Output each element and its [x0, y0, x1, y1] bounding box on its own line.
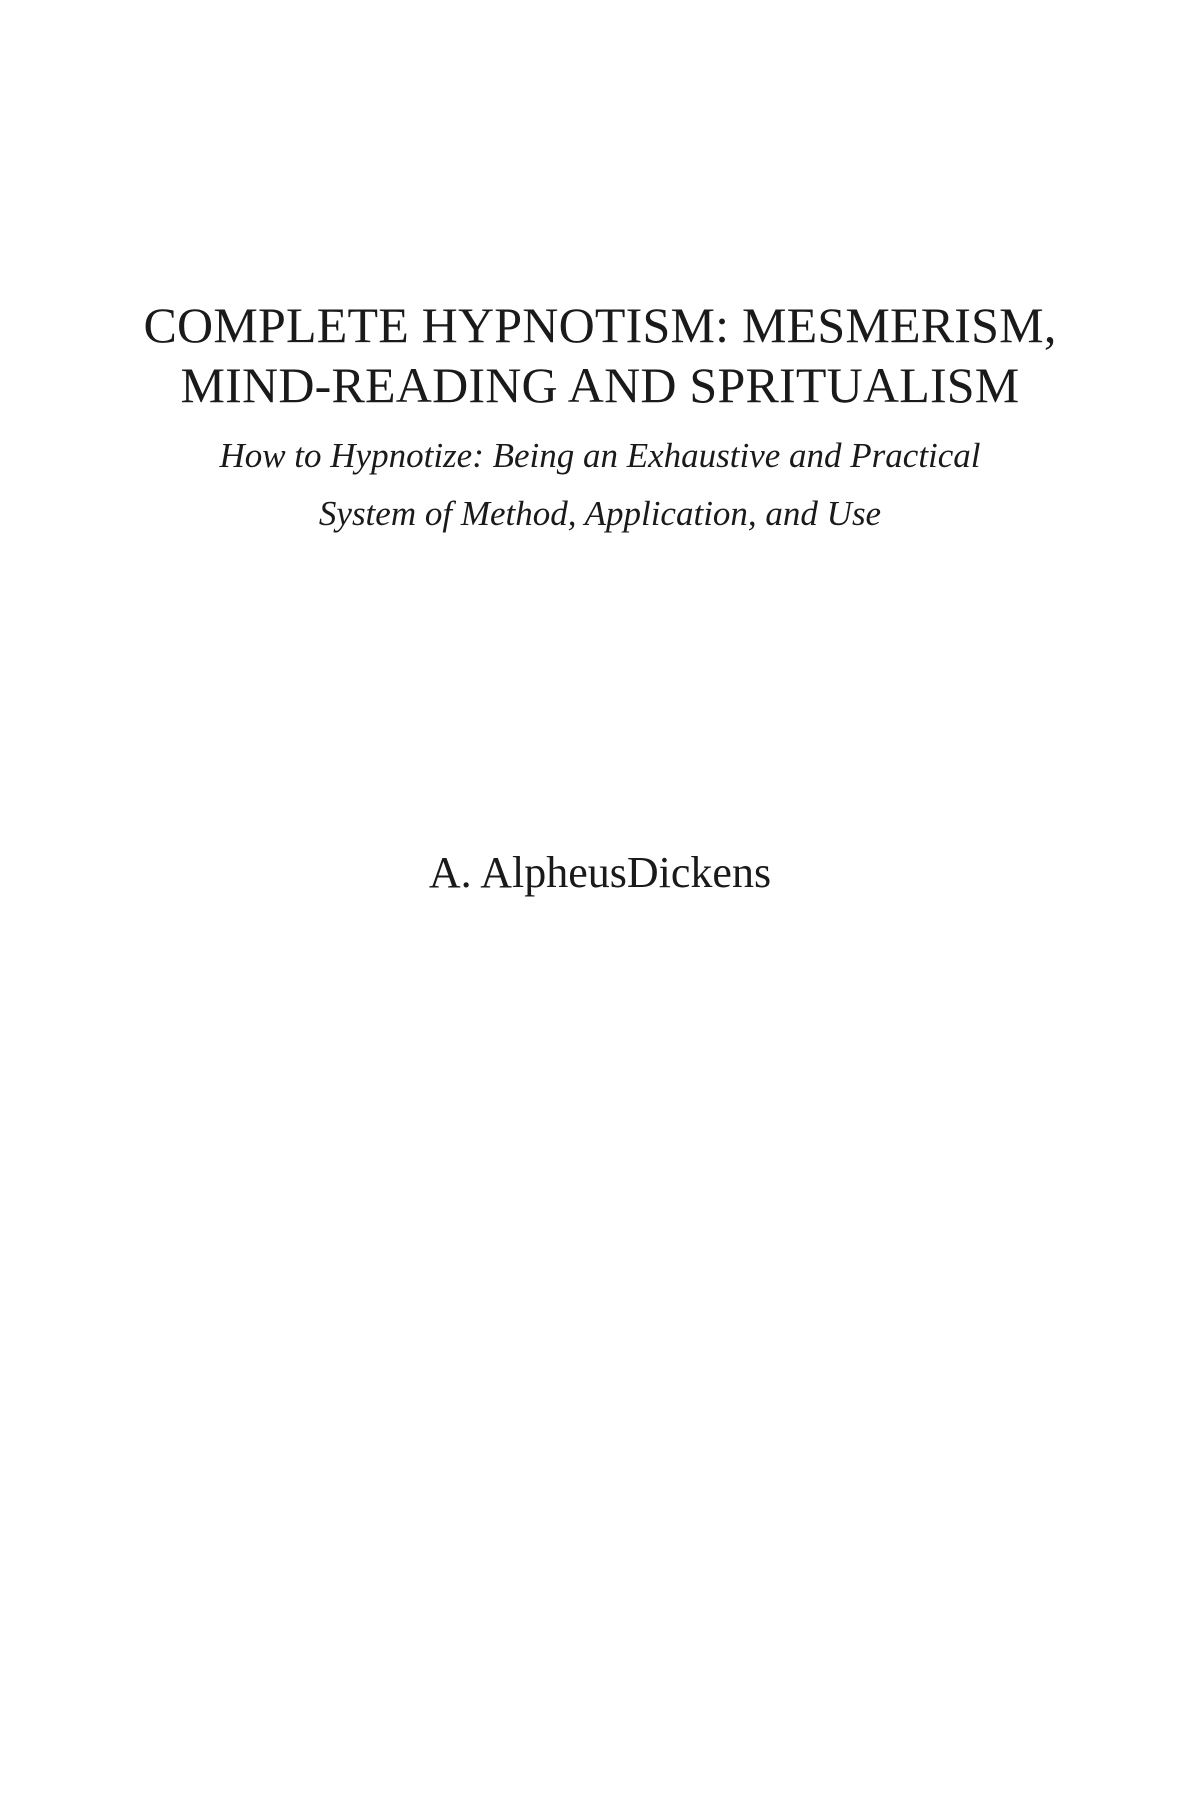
- book-title-line-2: MIND-READING AND SPRITUALISM: [180, 357, 1020, 413]
- book-title-line-1: COMPLETE HYPNOTISM: MESMERISM,: [143, 297, 1057, 353]
- book-author: A. AlpheusDickens: [428, 848, 772, 897]
- title-block: [60, 295, 1140, 543]
- book-subtitle-line-2: System of Method, Application, and Use: [318, 494, 882, 533]
- book-subtitle-line-1: How to Hypnotize: Being an Exhaustive and Practical: [219, 436, 981, 475]
- subtitle-block: [60, 427, 1140, 543]
